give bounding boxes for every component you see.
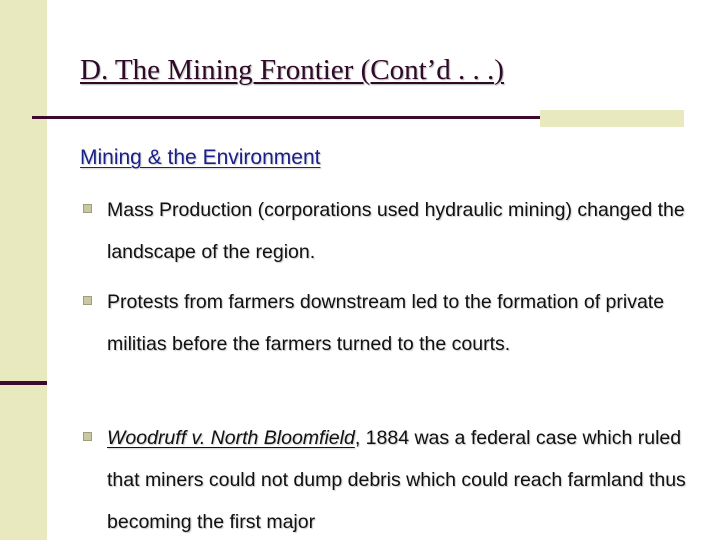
bullet-text: Mass Production (corporations used hydraulic mining) changed the landscape of the region. — [107, 199, 685, 263]
case-description: , 1884 was a federal case which ruled that miners could not dump debris which could reach farmland thus becoming the first major — [107, 427, 686, 533]
section-heading: Mining & the Environment — [80, 146, 321, 169]
bullet-text — [107, 417, 697, 540]
left-decorative-band — [0, 0, 47, 540]
case-name: Woodruff v. North Bloomfield — [107, 427, 355, 449]
square-bullet-icon — [83, 296, 92, 305]
left-accent-bar — [0, 381, 47, 385]
title-divider-accent — [540, 110, 684, 127]
slide-title: D. The Mining Frontier (Cont’d . . .) — [80, 54, 504, 86]
bullet-text: Protests from farmers downstream led to the formation of private militias before the farmers turned to the courts. — [107, 291, 665, 355]
square-bullet-icon — [83, 432, 92, 441]
title-divider — [32, 116, 540, 119]
square-bullet-icon — [83, 204, 92, 213]
